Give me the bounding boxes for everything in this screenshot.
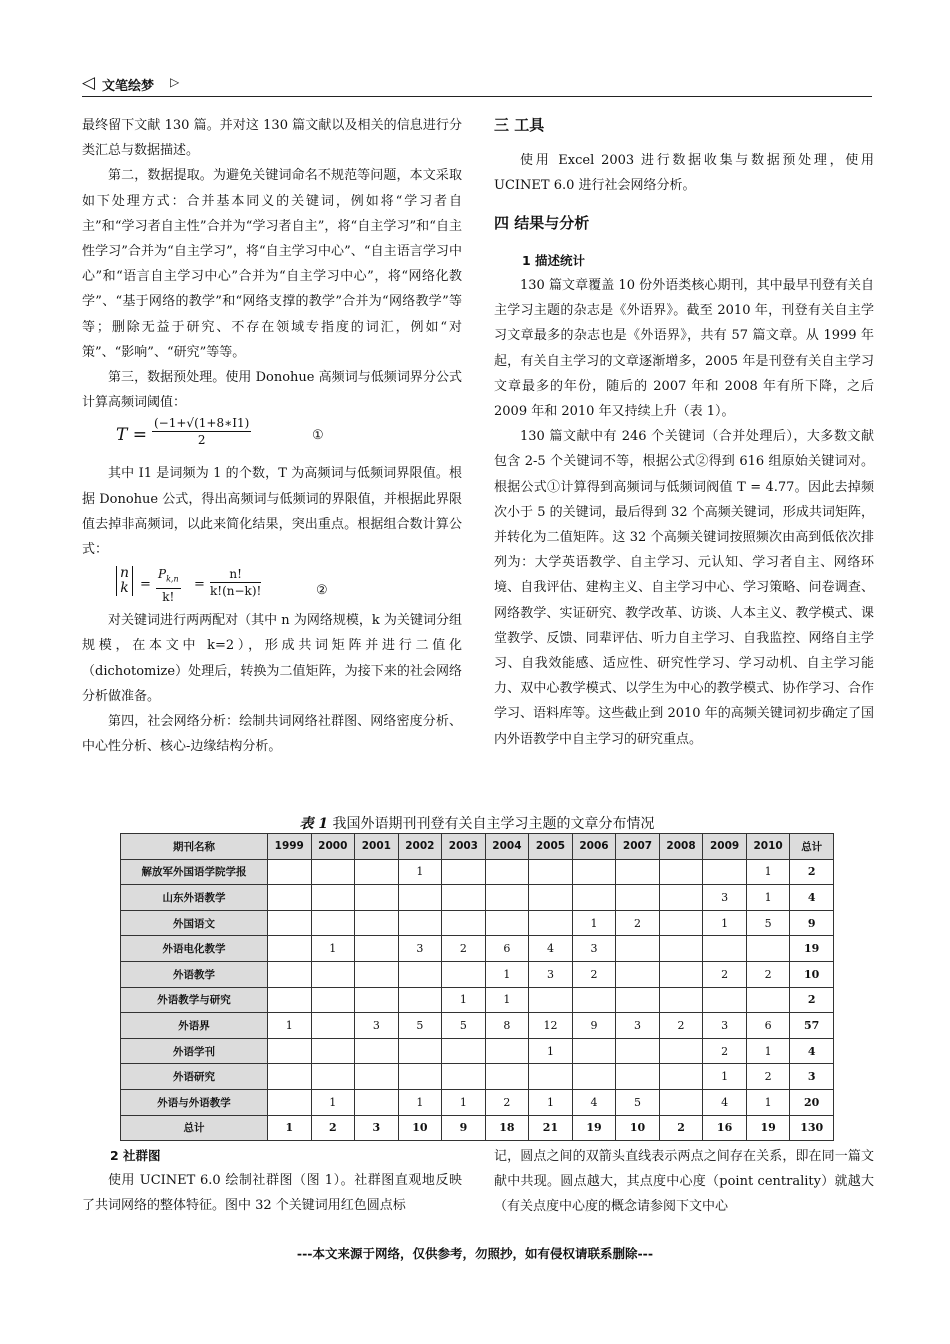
bottom-right-column [494,1144,874,1220]
table-cell [398,885,442,911]
table-cell: 3 [616,1013,660,1039]
table-cell: 12 [529,1013,573,1039]
table-cell: 16 [703,1115,747,1141]
table-cell [442,910,486,936]
table-cell: 1 [268,1013,312,1039]
row-total-cell: 19 [790,936,834,962]
table-cell: 21 [529,1115,573,1141]
column-header: 2010 [746,834,790,860]
table-cell [572,1064,616,1090]
table-cell: 1 [268,1115,312,1141]
table-cell [572,885,616,911]
row-total-cell: 130 [790,1115,834,1141]
table-cell [398,987,442,1013]
table-cell: 1 [311,936,355,962]
column-header: 2006 [572,834,616,860]
table-cell [529,910,573,936]
table-cell: 1 [485,987,529,1013]
journal-distribution-table [120,833,834,1141]
table-cell [485,1038,529,1064]
table-cell [616,885,660,911]
table-cell: 3 [703,885,747,911]
table-cell [442,885,486,911]
table-cell: 1 [485,961,529,987]
fraction-numerator: n! [210,566,261,583]
table-cell [659,885,703,911]
table-cell: 3 [398,936,442,962]
column-header: 2008 [659,834,703,860]
table-row [121,1064,834,1090]
table-cell: 4 [703,1089,747,1115]
table-cell: 1 [529,1038,573,1064]
column-header: 2003 [442,834,486,860]
paragraph: 记，圆点之间的双箭头直线表示两点之间存在关系，即在同一篇文献中共现。圆点越大，其点度中心度（point centrality）就越大（有关点度中心度的概念请参阅下文中心 [494,1149,874,1215]
table-cell: 3 [355,1115,399,1141]
fraction-1 [156,566,181,604]
table-cell [442,961,486,987]
table-cell: 1 [746,859,790,885]
table-cell [616,987,660,1013]
row-label: 山东外语教学 [121,885,268,911]
column-header: 2004 [485,834,529,860]
table-cell: 2 [442,936,486,962]
binomial-bottom: k [120,580,129,597]
paragraph: 第三，数据预处理。使用 Donohue 高频词与低频词界分公式计算高频词阈值： [82,370,462,411]
table-cell [311,910,355,936]
column-header: 1999 [268,834,312,860]
paragraph: 使用 UCINET 6.0 绘制社群图（图 1）。社群图直观地反映了共词网络的整体特征。图中 32 个关键词用红色圆点标 [82,1173,462,1214]
table-cell: 2 [703,1038,747,1064]
table-cell [659,987,703,1013]
table-cell: 6 [746,1013,790,1039]
fraction-denominator: k! [162,589,175,604]
row-label: 外语电化教学 [121,936,268,962]
table-cell [355,1089,399,1115]
row-total-cell: 4 [790,1038,834,1064]
table-cell [398,1064,442,1090]
table-cell: 5 [746,910,790,936]
table-cell [355,1064,399,1090]
row-total-cell: 9 [790,910,834,936]
left-triangle-icon: ◁ [82,73,96,93]
table-cell: 1 [529,1089,573,1115]
table-cell [572,859,616,885]
equation-lhs: T = [116,425,147,446]
table-cell [572,987,616,1013]
table-cell: 1 [746,1038,790,1064]
table-cell [268,961,312,987]
table-cell [529,859,573,885]
table-cell: 1 [746,1089,790,1115]
table-cell: 9 [572,1013,616,1039]
fraction-2 [210,566,261,599]
row-label: 总计 [121,1115,268,1141]
p-subscript: k,n [166,574,179,584]
table-row [121,1115,834,1141]
table-cell: 3 [572,936,616,962]
table-cell [311,987,355,1013]
table-cell: 19 [572,1115,616,1141]
column-header: 2007 [616,834,660,860]
column-header: 2002 [398,834,442,860]
table-cell [659,1089,703,1115]
table-cell: 18 [485,1115,529,1141]
table-cell: 3 [355,1013,399,1039]
paragraph: 130 篇文献中有 246 个关键词（合并处理后），大多数文献包含 2-5 个关键词不等，根据公式②得到 616 组原始关键词对。根据公式①计算得到高频词与低频词阀值 T = 4.77。因此去掉频次小于 5 的关键词，最后得到 32 个高频关键词，形成共词矩阵，并转化为二值矩阵。这 32 个高频关键词按照频次由高到低依次排列为：大学英语教学、自主学习、元认知、学习者自主、网络环境、自我评估、建构主义、自主学习中心、学习策略、问卷调查、网络教学、实证研究、教学改革、访谈、人本主义、教学模式、课堂教学、反馈、同辈评估、听力自主学习、自我监控、网络自主学习、自我效能感、适应性、研究性学习、学习动机、自主学习能力、双中心教学模式、以学生为中心的教学模式、协作学习、合作学习、语料库等。这些截止到 2010 年的高频关键词初步确定了国内外语教学中自主学习的研究重点。 [494,429,874,747]
table-cell [746,936,790,962]
table-cell [616,1038,660,1064]
row-total-cell: 2 [790,987,834,1013]
table-cell [616,961,660,987]
table-cell: 2 [311,1115,355,1141]
paragraph: 第四，社会网络分析：绘制共词网络社群图、网络密度分析、中心性分析、核心-边缘结构分析。 [82,714,462,755]
table-cell: 5 [616,1089,660,1115]
table-cell: 19 [746,1115,790,1141]
table-cell [355,936,399,962]
table-cell [659,961,703,987]
table-cell [616,859,660,885]
table-cell [311,859,355,885]
paragraph: 130 篇文章覆盖 10 份外语类核心期刊，其中最早刊登有关自主学习主题的杂志是《外语界》。截至 2010 年，刊登有关自主学习文章最多的杂志也是《外语界》，共有 57 篇文章。从 1999 年起，有关自主学习的文章逐渐增多，2005 年是刊登有关自主学习文章最多的年份，随后的 2007 年和 2008 年有所下降，之后 2009 年和 2010 年又持续上升（表 1）。 [494,278,874,420]
table-cell [398,1038,442,1064]
equation-number: ① [312,428,324,444]
table-cell [398,910,442,936]
table-cell [746,987,790,1013]
table-cell: 5 [398,1013,442,1039]
column-header: 2005 [529,834,573,860]
row-label: 外语界 [121,1013,268,1039]
row-total-cell: 3 [790,1064,834,1090]
row-label: 外语学刊 [121,1038,268,1064]
table-caption-text: 我国外语期刊刊登有关自主学习主题的文章分布情况 [332,816,655,832]
equals-sign: = [140,577,151,593]
table-cell [268,1089,312,1115]
table-cell: 10 [616,1115,660,1141]
table-header-row [121,834,834,860]
table-cell [442,1038,486,1064]
table-cell: 1 [442,987,486,1013]
table-cell [659,910,703,936]
section-heading-tools: 三 工具 [494,116,545,134]
table-cell [355,859,399,885]
table-cell: 1 [398,859,442,885]
table-cell [268,885,312,911]
table-cell: 5 [442,1013,486,1039]
table-cell: 10 [398,1115,442,1141]
table-cell [355,885,399,911]
table-cell [268,910,312,936]
table-caption-label: 表 1 [299,816,329,832]
table-row [121,936,834,962]
table-cell [703,987,747,1013]
table-cell [572,1038,616,1064]
paragraph: 使用 Excel 2003 进行数据收集与数据预处理，使用 UCINET 6.0 进行社会网络分析。 [494,153,874,194]
table-cell: 2 [572,961,616,987]
column-header-journal: 期刊名称 [121,834,268,860]
table-cell: 2 [703,961,747,987]
table-cell: 1 [703,1064,747,1090]
table-row [121,859,834,885]
p-symbol: P [158,567,167,582]
table-cell: 2 [659,1115,703,1141]
table-cell [355,910,399,936]
table-cell: 1 [572,910,616,936]
table-cell: 1 [703,910,747,936]
table-body [121,859,834,1141]
equation-number: ② [316,583,328,599]
table-cell [355,1038,399,1064]
table-cell [659,1038,703,1064]
table-cell [529,1064,573,1090]
table-cell [442,1064,486,1090]
table-cell [485,885,529,911]
binomial-top: n [120,565,130,582]
row-label: 外国语文 [121,910,268,936]
paragraph: 对关键词进行两两配对（其中 n 为网络规模，k 为关键词分组规模，在本文中 k=2），形成共词矩阵并进行二值化（dichotomize）处理后，转换为二值矩阵，为接下来的社会网络分析做准备。 [82,613,462,704]
fraction-denominator: 2 [197,433,206,448]
fraction-numerator [156,566,181,588]
table-cell [616,936,660,962]
table-cell [529,885,573,911]
table-cell: 3 [529,961,573,987]
table-cell: 2 [746,961,790,987]
table-cell [659,859,703,885]
page-header [82,72,872,97]
table-cell [268,936,312,962]
section-heading-results: 四 结果与分析 [494,213,590,232]
table-caption [120,813,834,833]
table-cell: 1 [311,1089,355,1115]
table-cell [703,859,747,885]
paragraph: 最终留下文献 130 篇。并对这 130 篇文献以及相关的信息进行分类汇总与数据描述。 [82,118,462,159]
equation-2 [116,562,462,608]
table-cell [659,1064,703,1090]
bottom-left-column [82,1144,462,1218]
table-row [121,961,834,987]
table-cell [311,1013,355,1039]
right-column [494,113,874,752]
table-cell [268,1064,312,1090]
row-label: 解放军外国语学院学报 [121,859,268,885]
equals-sign: = [194,577,205,593]
table-cell [311,1038,355,1064]
table-cell [268,987,312,1013]
table-cell: 8 [485,1013,529,1039]
table-cell [442,859,486,885]
table-cell [268,859,312,885]
table-cell: 2 [485,1089,529,1115]
table-cell: 9 [442,1115,486,1141]
table-cell [485,910,529,936]
subsection-heading-descriptive: 1 描述统计 [522,252,586,268]
page-footer: ---本文来源于网络，仅供参考，勿照抄，如有侵权请联系删除--- [296,1246,654,1261]
table-cell [485,1064,529,1090]
row-total-cell: 20 [790,1089,834,1115]
table-cell [311,961,355,987]
table-row [121,1038,834,1064]
fraction-numerator: (−1+√(1+8∗I1) [154,416,250,431]
table-cell [355,987,399,1013]
fraction-denominator: k!(n−k)! [210,584,262,599]
table-row [121,1089,834,1115]
paragraph: 第二，数据提取。为避免关键词命名不规范等问题，本文采取如下处理方式：合并基本同义的关键词，例如将“学习者自主”和“学习者自主性”合并为“学习者自主”，将“自主学习”和“自主性学习”合并为“自主学习”，将“自主学习中心”、“自主语言学习中心”和“语言自主学习中心”合并为“自主学习中心”，将“网络化教学”、“基于网络的教学”和“网络支撑的教学”合并为“网络教学”等等；删除无益于研究、不存在领域专指度的词汇，例如“对策”、“影响”、“研究”等等。 [82,168,462,360]
row-label: 外语研究 [121,1064,268,1090]
table-cell: 1 [746,885,790,911]
table-cell: 1 [442,1089,486,1115]
column-header: 2000 [311,834,355,860]
right-triangle-icon: ▷ [170,75,180,89]
row-total-cell: 57 [790,1013,834,1039]
paragraph: 其中 I1 是词频为 1 的个数，T 为高频词与低频词界限值。根据 Donohue 公式，得出高频词与低频词的界限值，并根据此界限值去掉非高频词，以此来简化结果，突出重点。根据组合数计算公式： [82,466,462,558]
subsection-heading-social-graph: 2 社群图 [110,1148,161,1163]
table-cell [355,961,399,987]
binomial [116,566,133,596]
table-cell: 4 [529,936,573,962]
table-cell: 1 [398,1089,442,1115]
table-cell [311,1064,355,1090]
table-cell: 4 [572,1089,616,1115]
table-cell [398,961,442,987]
table-cell: 2 [616,910,660,936]
row-total-cell: 4 [790,885,834,911]
table-cell [616,1064,660,1090]
table-row [121,1013,834,1039]
equation-1 [116,415,462,461]
table-cell: 2 [659,1013,703,1039]
row-label: 外语教学 [121,961,268,987]
table-cell: 2 [746,1064,790,1090]
table-cell [529,987,573,1013]
table-cell [268,1038,312,1064]
table-cell [485,859,529,885]
table-row [121,885,834,911]
table-cell [311,885,355,911]
table-cell: 6 [485,936,529,962]
header-brand: 文笔绘梦 [102,79,155,94]
column-header: 总计 [790,834,834,860]
column-header: 2009 [703,834,747,860]
left-column [82,113,462,759]
table-cell [659,936,703,962]
table-cell [703,936,747,962]
column-header: 2001 [355,834,399,860]
row-total-cell: 2 [790,859,834,885]
table-cell: 3 [703,1013,747,1039]
row-label: 外语教学与研究 [121,987,268,1013]
table-row [121,910,834,936]
table-row [121,987,834,1013]
row-total-cell: 10 [790,961,834,987]
equation-fraction [152,415,251,448]
row-label: 外语与外语教学 [121,1089,268,1115]
